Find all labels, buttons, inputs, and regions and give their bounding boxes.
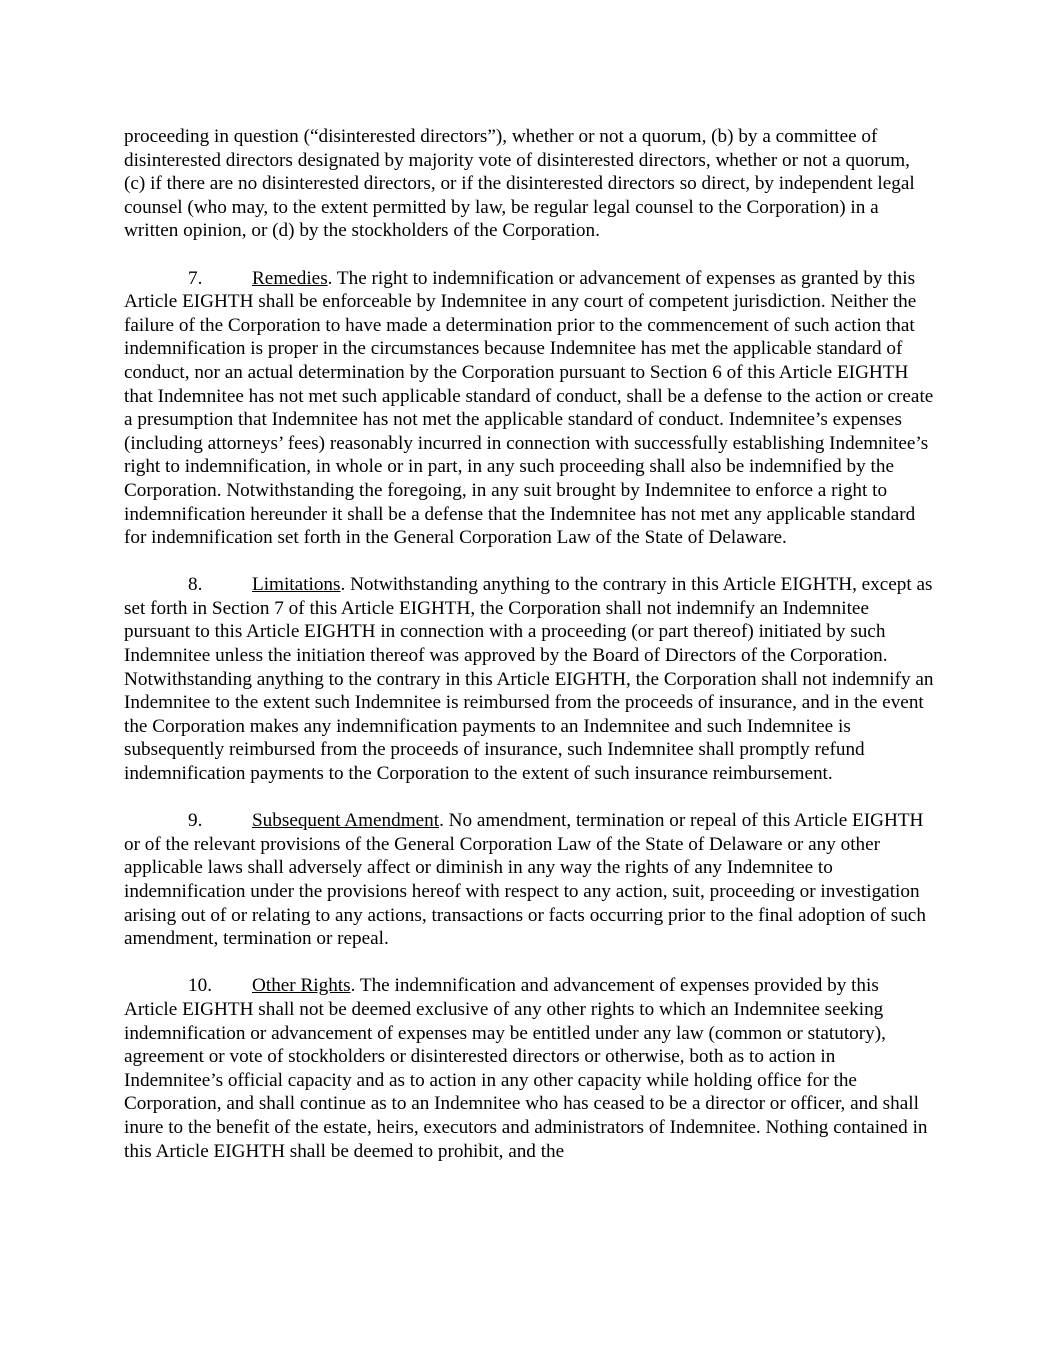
section-heading: Remedies: [252, 267, 328, 289]
section-10-other-rights: [124, 974, 934, 1163]
document-body: [124, 125, 934, 1187]
section-text: . No amendment, termination or repeal of this Article EIGHTH or of the relevant provisions of the General Corporation Law of the State of Delaware or any other applicable laws shall adversely affect or diminish in any way the rights of any Indemnitee to indemnification under the provisions hereof with respect to any action, suit, proceeding or investigation arising out of or relating to any actions, transactions or facts occurring prior to the final adoption of such amendment, termination or repeal.: [124, 810, 926, 950]
section-text: . The right to indemnification or advancement of expenses as granted by this Article EIGHTH shall be enforceable by Indemnitee in any court of competent jurisdiction. Neither the failure of the Corporation to have made a determination prior to the commencement of such action that indemnification is proper in the circumstances because Indemnitee has met the applicable standard of conduct, nor an actual determination by the Corporation pursuant to Section 6 of this Article EIGHTH that Indemnitee has not met such applicable standard of conduct, shall be a defense to the action or create a presumption that Indemnitee has not met the applicable standard of conduct. Indemnitee’s expenses (including attorneys’ fees) reasonably incurred in connection with successfully establishing Indemnitee’s right to indemnification, in whole or in part, in any such proceeding shall also be indemnified by the Corporation. Notwithstanding the foregoing, in any suit brought by Indemnitee to enforce a right to indemnification hereunder it shall be a defense that the Indemnitee has not met any applicable standard for indemnification set forth in the General Corporation Law of the State of Delaware.: [124, 267, 934, 549]
section-text: . The indemnification and advancement of expenses provided by this Article EIGHTH shall not be deemed exclusive of any other rights to which an Indemnitee seeking indemnification or advancement of expenses may be entitled under any law (common or statutory), agreement or vote of stockholders or disinterested directors or otherwise, both as to action in Indemnitee’s official capacity and as to action in any other capacity while holding office for the Corporation, and shall continue as to an Indemnitee who has ceased to be a director or officer, and shall inure to the benefit of the estate, heirs, executors and administrators of Indemnitee. Nothing contained in this Article EIGHTH shall be deemed to prohibit, and the: [124, 975, 928, 1162]
section-number: 8.: [188, 574, 203, 596]
section-7-remedies: [124, 267, 934, 550]
section-number: 10.: [188, 975, 212, 997]
paragraph-continuation: [124, 125, 934, 243]
section-heading: Limitations: [252, 574, 341, 596]
section-heading: Other Rights: [252, 975, 351, 997]
section-number: 9.: [188, 810, 203, 832]
section-8-limitations: [124, 573, 934, 785]
section-heading: Subsequent Amendment: [252, 810, 440, 832]
section-text: . Notwithstanding anything to the contrary in this Article EIGHTH, except as set forth in Section 7 of this Article EIGHTH, the Corporation shall not indemnify an Indemnitee pursuant to this Article EIGHTH in connection with a proceeding (or part thereof) initiated by such Indemnitee unless the initiation thereof was approved by the Board of Directors of the Corporation. Notwithstanding anything to the contrary in this Article EIGHTH, the Corporation shall not indemnify an Indemnitee to the extent such Indemnitee is reimbursed from the proceeds of insurance, and in the event the Corporation makes any indemnification payments to an Indemnitee and such Indemnitee is subsequently reimbursed from the proceeds of insurance, such Indemnitee shall promptly refund indemnification payments to the Corporation to the extent of such insurance reimbursement.: [124, 574, 934, 785]
section-9-subsequent-amendment: [124, 809, 934, 951]
section-number: 7.: [188, 267, 203, 289]
paragraph-text: proceeding in question (“disinterested directors”), whether or not a quorum, (b) by a committee of disinterested directors designated by majority vote of disinterested directors, whether or not a quorum, (c) if there are no disinterested directors, or if the disinterested directors so direct, by independent legal counsel (who may, to the extent permitted by law, be regular legal counsel to the Corporation) in a written opinion, or (d) by the stockholders of the Corporation.: [124, 126, 915, 242]
